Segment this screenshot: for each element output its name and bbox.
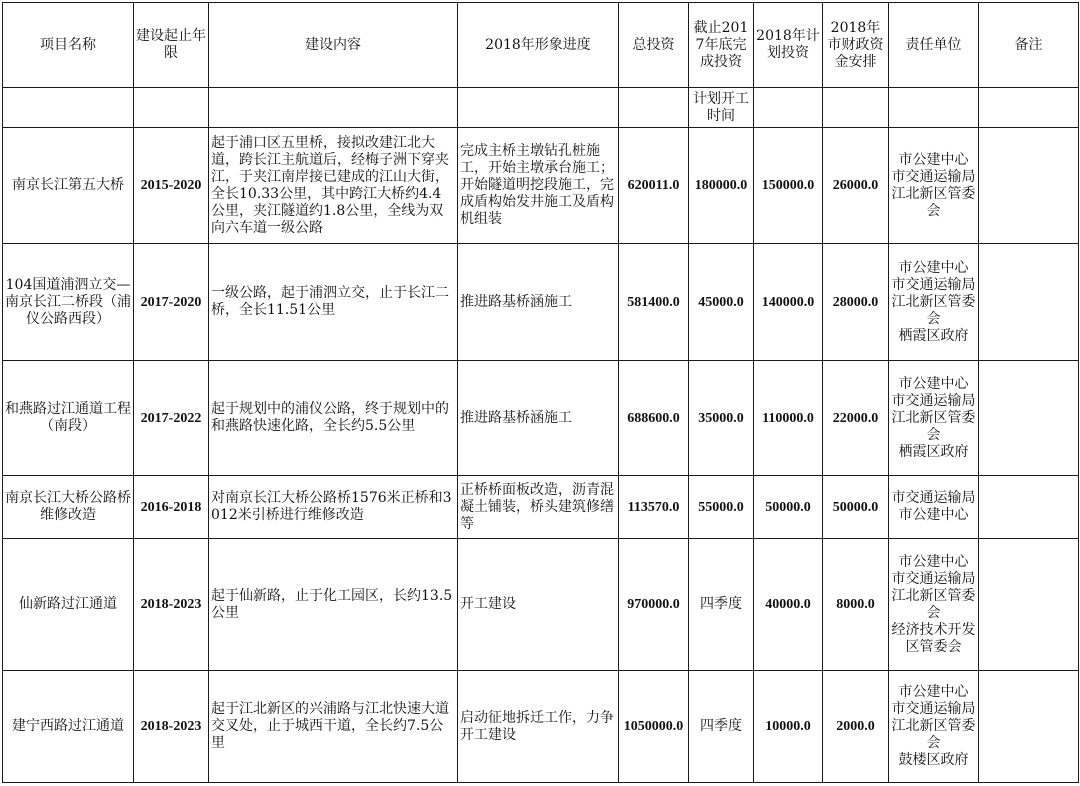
project-progress: 启动征地拆迁工作，力争开工建设 xyxy=(458,671,619,783)
responsible-units: 市交通运输局 市公建中心 xyxy=(889,476,979,539)
project-name: 104国道浦泗立交—南京长江二桥段（浦仪公路西段） xyxy=(3,244,134,361)
project-name: 南京长江大桥公路桥维修改造 xyxy=(3,476,134,539)
total-investment: 113570.0 xyxy=(619,476,689,539)
investment-2017: 180000.0 xyxy=(689,128,754,244)
project-period: 2018-2023 xyxy=(134,539,209,671)
responsible-units: 市公建中心 市交通运输局 江北新区管委会 xyxy=(889,128,979,244)
project-note xyxy=(979,244,1079,361)
project-content: 对南京长江大桥公路桥1576米正桥和3012米引桥进行维修改造 xyxy=(209,476,458,539)
project-name: 仙新路过江通道 xyxy=(3,539,134,671)
investment-2017: 55000.0 xyxy=(689,476,754,539)
plan-2018: 40000.0 xyxy=(754,539,823,671)
project-note xyxy=(979,671,1079,783)
header-fiscal2018: 2018年市财政资金安排 xyxy=(823,3,889,88)
project-progress: 推进路基桥涵施工 xyxy=(458,361,619,476)
total-investment: 688600.0 xyxy=(619,361,689,476)
total-investment: 970000.0 xyxy=(619,539,689,671)
project-period: 2016-2018 xyxy=(134,476,209,539)
project-name: 南京长江第五大桥 xyxy=(3,128,134,244)
total-investment: 1050000.0 xyxy=(619,671,689,783)
total-investment: 620011.0 xyxy=(619,128,689,244)
investment-2017: 35000.0 xyxy=(689,361,754,476)
table-row xyxy=(3,476,1079,539)
header-done2017: 截止2017年底完成投资 xyxy=(689,3,754,88)
project-table xyxy=(2,2,1079,783)
header-note: 备注 xyxy=(979,3,1079,88)
plan-2018: 110000.0 xyxy=(754,361,823,476)
table-row xyxy=(3,361,1079,476)
project-name: 和燕路过江通道工程（南段） xyxy=(3,361,134,476)
project-content: 起于规划中的浦仪公路，终于规划中的和燕路快速化路，全长约5.5公里 xyxy=(209,361,458,476)
project-content: 起于仙新路，止于化工园区，长约13.5公里 xyxy=(209,539,458,671)
responsible-units: 市公建中心 市交通运输局 江北新区管委会 鼓楼区政府 xyxy=(889,671,979,783)
plan-2018: 150000.0 xyxy=(754,128,823,244)
table-row xyxy=(3,671,1079,783)
plan-2018: 50000.0 xyxy=(754,476,823,539)
project-progress: 完成主桥主墩钻孔桩施工，开始主墩承台施工；开始隧道明挖段施工，完成盾构始发井施工及盾构机组装 xyxy=(458,128,619,244)
project-note xyxy=(979,476,1079,539)
plan-2018: 140000.0 xyxy=(754,244,823,361)
header-row xyxy=(3,3,1079,88)
project-progress: 开工建设 xyxy=(458,539,619,671)
project-name: 建宁西路过江通道 xyxy=(3,671,134,783)
investment-2017: 45000.0 xyxy=(689,244,754,361)
start-time: 四季度 xyxy=(689,671,754,783)
plan-2018: 10000.0 xyxy=(754,671,823,783)
subheader-start-time: 计划开工时间 xyxy=(689,88,754,128)
project-period: 2018-2023 xyxy=(134,671,209,783)
header-unit: 责任单位 xyxy=(889,3,979,88)
project-content: 起于浦口区五里桥，接拟改建江北大道，跨长江主航道后，经梅子洲下穿夹江，于夹江南岸接已建成的江山大街，全长10.33公里，其中跨江大桥约4.4公里，夹江隧道约1.8公里，全线为双向六车道一级公路 xyxy=(209,128,458,244)
project-note xyxy=(979,361,1079,476)
fiscal-2018: 50000.0 xyxy=(823,476,889,539)
responsible-units: 市公建中心 市交通运输局 江北新区管委会 经济技术开发区管委会 xyxy=(889,539,979,671)
responsible-units: 市公建中心 市交通运输局 江北新区管委会 栖霞区政府 xyxy=(889,244,979,361)
project-period: 2017-2020 xyxy=(134,244,209,361)
responsible-units: 市公建中心 市交通运输局 江北新区管委会 栖霞区政府 xyxy=(889,361,979,476)
subheader-row xyxy=(3,88,1079,128)
header-period: 建设起止年限 xyxy=(134,3,209,88)
fiscal-2018: 22000.0 xyxy=(823,361,889,476)
project-note xyxy=(979,128,1079,244)
project-progress: 推进路基桥涵施工 xyxy=(458,244,619,361)
header-name: 项目名称 xyxy=(3,3,134,88)
header-content: 建设内容 xyxy=(209,3,458,88)
table-row xyxy=(3,539,1079,671)
project-content: 一级公路，起于浦泗立交，止于长江二桥，全长11.51公里 xyxy=(209,244,458,361)
table-row xyxy=(3,244,1079,361)
header-plan2018: 2018年计划投资 xyxy=(754,3,823,88)
start-time: 四季度 xyxy=(689,539,754,671)
header-total: 总投资 xyxy=(619,3,689,88)
project-progress: 正桥桥面板改造，沥青混凝土铺装，桥头建筑修缮等 xyxy=(458,476,619,539)
fiscal-2018: 26000.0 xyxy=(823,128,889,244)
project-note xyxy=(979,539,1079,671)
project-table-container xyxy=(2,2,1079,783)
header-progress: 2018年形象进度 xyxy=(458,3,619,88)
fiscal-2018: 8000.0 xyxy=(823,539,889,671)
project-content: 起于江北新区的兴浦路与江北快速大道交叉处，止于城西干道，全长约7.5公里 xyxy=(209,671,458,783)
fiscal-2018: 2000.0 xyxy=(823,671,889,783)
table-row xyxy=(3,128,1079,244)
project-period: 2015-2020 xyxy=(134,128,209,244)
fiscal-2018: 28000.0 xyxy=(823,244,889,361)
project-period: 2017-2022 xyxy=(134,361,209,476)
total-investment: 581400.0 xyxy=(619,244,689,361)
